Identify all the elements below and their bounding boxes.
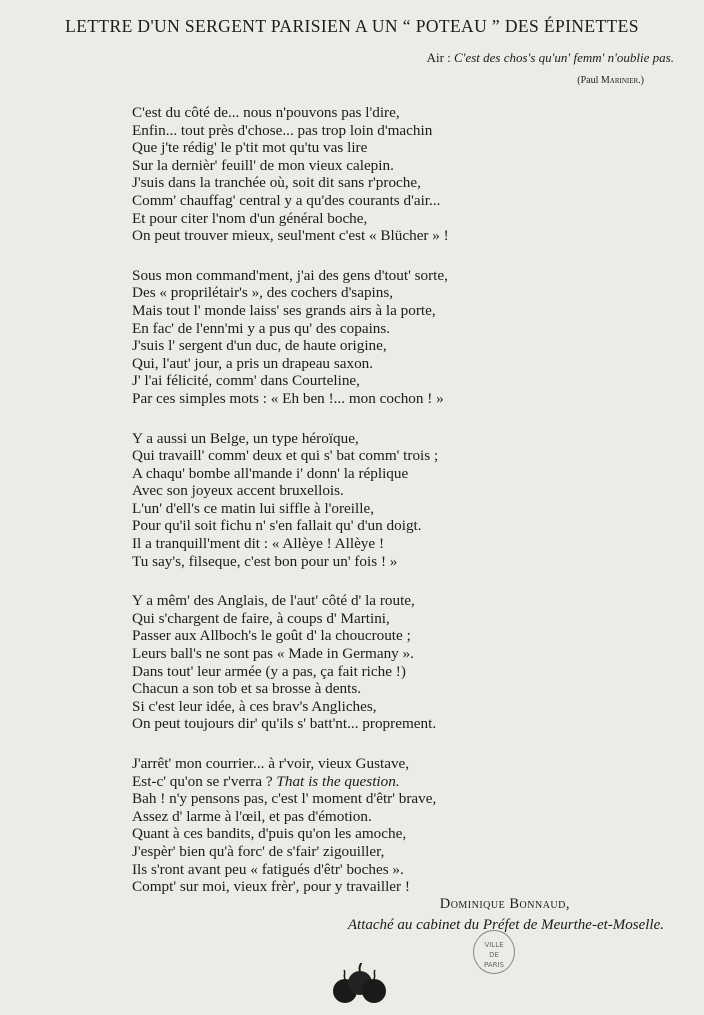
tune-label: Air : [426,50,451,65]
verse-line: Sur la dernièr' feuill' de mon vieux calepin. [132,156,394,174]
verse-line: Par ces simples mots : « Eh ben !... mon cochon ! » [132,389,444,407]
fleuron-ornament-icon [328,963,392,1007]
verse-line: Avec son joyeux accent bruxellois. [132,482,344,500]
english-quote: That is the question. [276,772,400,790]
credit-close: .) [638,75,644,86]
verse-line: Bah ! n'y pensons pas, c'est l' moment d'êtr' brave, [132,790,437,808]
verse-line: Et pour citer l'nom d'un général boche, [132,209,368,227]
stamp-line: DE [489,951,499,959]
verse-line: C'est du côté de... nous n'pouvons pas l'dire, [132,104,400,121]
verse-line: J'suis l' sergent d'un duc, de haute origine, [132,337,387,355]
verse-line: En fac' de l'enn'mi y a pus qu' des copains. [132,319,391,337]
verse-line: J'arrêt' mon courrier... à r'voir, vieux Gustave, [132,755,410,772]
author-signature: Dominique Bonnaud, [439,896,570,912]
credit-name: Marinier [600,75,639,86]
verse-line: A chaqu' bombe all'mande i' donn' la réplique [132,464,409,482]
verse-line: Qui, l'aut' jour, a pris un drapeau saxon. [132,354,374,372]
verse-line: Dans tout' leur armée (y a pas, ça fait riche !) [132,662,406,680]
verse-line: L'un' d'ell's ce matin lui siffle à l'oreille, [132,499,374,517]
poem-title: LETTRE D'UN SERGENT PARISIEN A UN “ POTEAU ” DES ÉPINETTES [65,16,639,36]
verse-line: Compt' sur moi, vieux frèr', pour y travailler ! [132,878,410,896]
tune-title: C'est des chos's qu'un' femm' n'oublie pas. [454,50,674,65]
library-stamp [473,930,515,974]
stamp-line: VILLE [484,941,504,949]
verse-line: Mais tout l' monde laiss' ses grands airs à la porte, [132,301,436,319]
verse-line: On peut trouver mieux, seul'ment c'est « Blücher » ! [132,227,449,245]
stanza-1 [132,104,592,245]
verse-line: Comm' chauffag' central y a qu'des courants d'air... [132,191,441,209]
composer-credit [577,75,644,86]
verse-line: Il a tranquill'ment dit : « Allèye ! Allèye ! [132,535,385,553]
tune-indication [427,50,674,66]
verse-line: Si c'est leur idée, à ces brav's Angliches, [132,697,377,715]
verse-line: J'espèr' bien qu'à forc' de s'fair' zigouiller, [132,842,385,860]
credit-open: (Paul [577,75,599,86]
verse-line: Y a aussi un Belge, un type héroïque, [132,429,359,447]
verse-line: Que j'te rédig' le p'tit mot qu'tu vas lire [132,139,368,157]
author-affiliation: Attaché au cabinet du Préfet de Meurthe-et-Moselle. [347,917,664,933]
verse-line: Y a mêm' des Anglais, de l'aut' côté d' la route, [132,592,415,610]
verse-text: Est-c' qu'on se r'verra ? [132,772,273,790]
stanza-4 [132,592,592,733]
stanza-2 [132,267,592,408]
verse-line: Chacun a son tob et sa brosse à dents. [132,680,362,698]
verse-line: Sous mon command'ment, j'ai des gens d'tout' sorte, [132,266,448,284]
verse-line: Leurs ball's ne sont pas « Made in Germany ». [132,645,414,663]
verse-line: Ils s'ront avant peu « fatigués d'êtr' boches ». [132,860,404,878]
verse-line: Des « proprilétair's », des cochers d'sapins, [132,284,394,302]
verse-line: J' l'ai félicité, comm' dans Courteline, [132,372,360,390]
stanza-5 [132,755,592,896]
stamp-line: PARIS [484,961,504,969]
verse-line-with-english [132,773,592,791]
verse-line: Qui s'chargent de faire, à coups d' Martini, [132,609,390,627]
verse-line: Qui travaill' comm' deux et qui s' bat comm' trois ; [132,447,439,465]
verse-line: J'suis dans la tranchée où, soit dit sans r'proche, [132,174,421,192]
stanza-3 [132,430,592,571]
verse-line: Assez d' larme à l'œil, et pas d'émotion. [132,807,372,825]
verse-line: Tu say's, filseque, c'est bon pour un' fois ! » [132,552,398,570]
verse-line: Pour qu'il soit fichu n' s'en fallait qu' d'un doigt. [132,517,422,535]
verse-line: Passer aux Allboch's le goût d' la choucroute ; [132,627,411,645]
verse-line: Enfin... tout près d'chose... pas trop loin d'machin [132,121,433,139]
poem-body [132,104,592,918]
verse-line: Quant à ces bandits, d'puis qu'on les amoche, [132,825,407,843]
verse-line: On peut toujours dir' qu'ils s' batt'nt... proprement. [132,715,437,733]
